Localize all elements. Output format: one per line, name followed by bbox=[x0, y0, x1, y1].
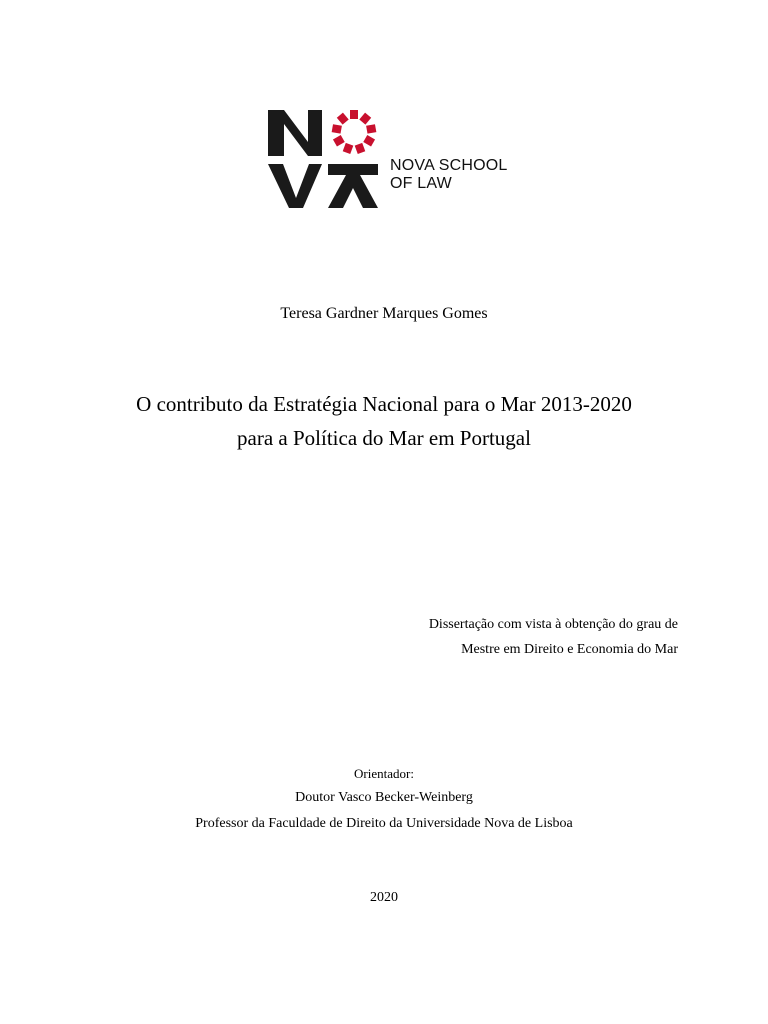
advisor-name: Doutor Vasco Becker-Weinberg bbox=[295, 790, 473, 805]
degree-statement bbox=[429, 612, 678, 662]
logo-text-line1: NOVA SCHOOL bbox=[390, 157, 508, 174]
advisor-label: Orientador: bbox=[354, 766, 414, 781]
thesis-title-line2: para a Política do Mar em Portugal bbox=[237, 426, 531, 450]
submission-year: 2020 bbox=[370, 890, 398, 905]
degree-line2: Mestre em Direito e Economia do Mar bbox=[461, 642, 678, 657]
logo-text-line2: OF LAW bbox=[390, 175, 452, 192]
thesis-title-line1: O contributo da Estratégia Nacional para o Mar 2013-2020 bbox=[136, 392, 632, 416]
thesis-title bbox=[0, 387, 768, 455]
advisor-role: Professor da Faculdade de Direito da Universidade Nova de Lisboa bbox=[195, 816, 573, 831]
nova-school-of-law-logo bbox=[250, 98, 540, 218]
author-name: Teresa Gardner Marques Gomes bbox=[280, 305, 488, 322]
degree-line1: Dissertação com vista à obtenção do grau de bbox=[428, 617, 678, 632]
nova-logo-mark bbox=[250, 98, 390, 218]
